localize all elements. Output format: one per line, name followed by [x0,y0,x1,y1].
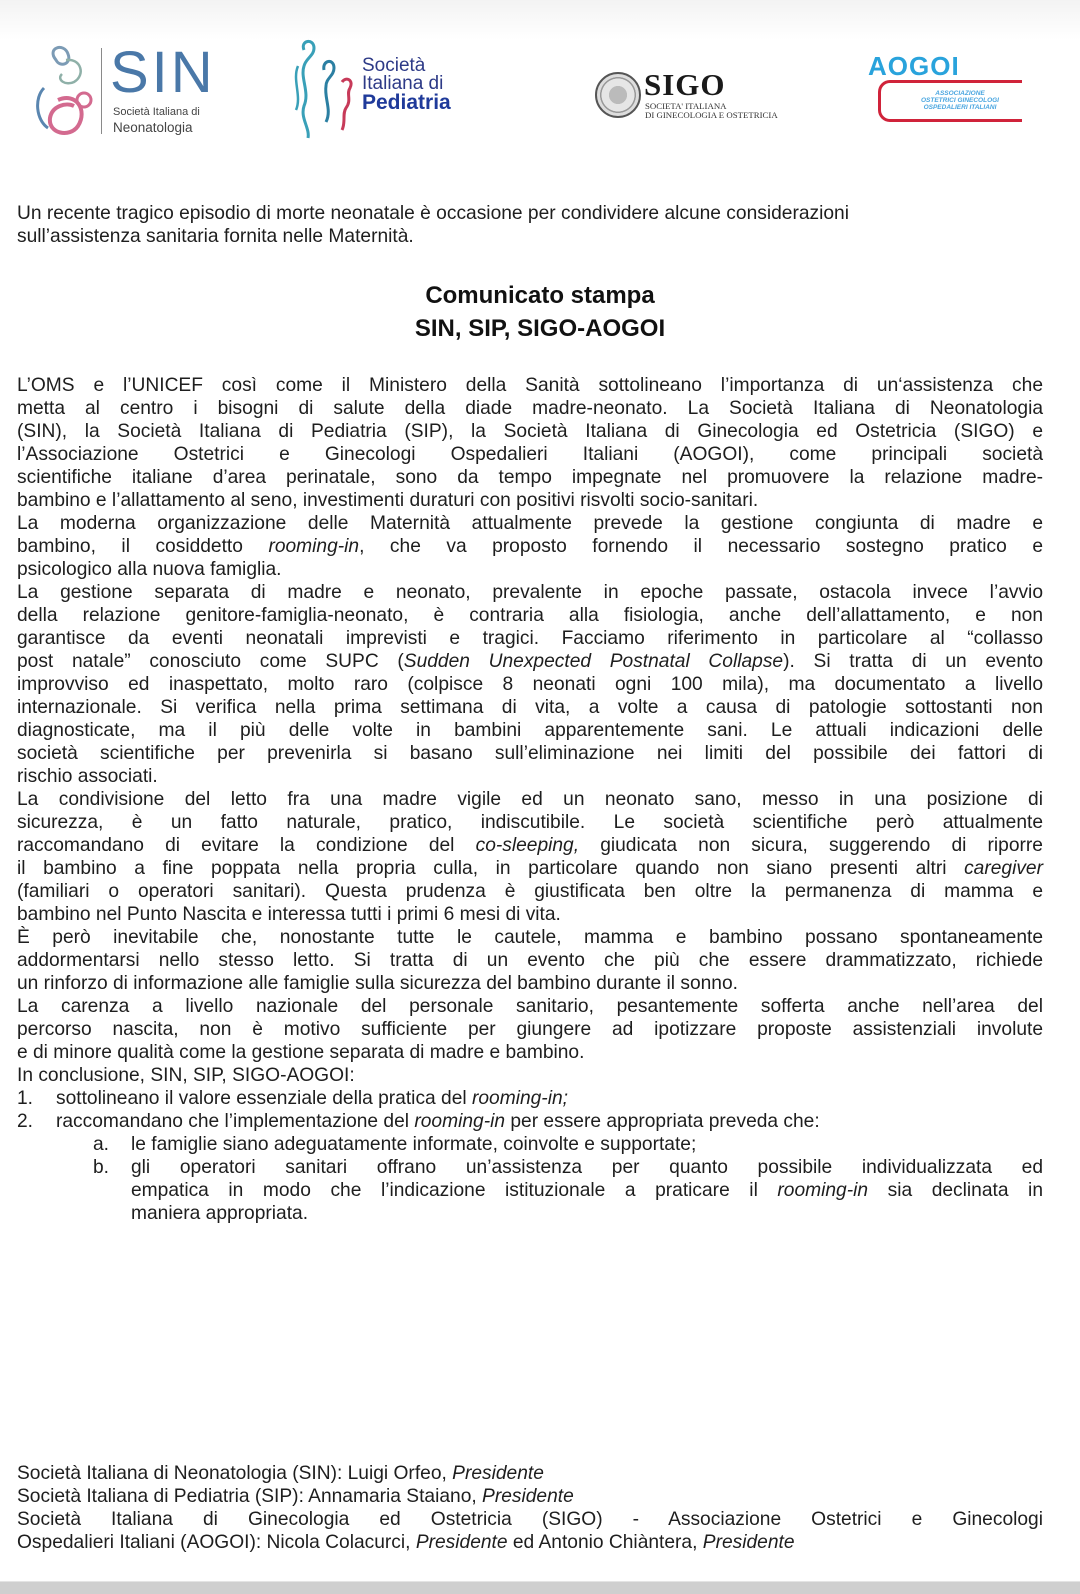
body-line: addormentarsi nello stesso letto. Si tratta di un evento che più che essere drammatizzato, richiede [17,950,1043,971]
page-subtitle: SIN, SIP, SIGO-AOGOI [414,315,666,342]
body-line: bambino nel Punto Nascita e interessa tutti i primi 6 mesi di vita. [17,904,561,925]
body-line: società scientifiche per prevenirla si basano sull’eliminazione nei limiti del possibile dei fattori di [17,743,1043,764]
body-line [17,835,1043,857]
text-run: , che va proposto fornendo il necessario sostegno pratico e [359,536,1043,557]
sip-title-2: Italiana di [362,73,444,94]
text-run: post natale” conosciuto come SUPC ( [17,651,404,672]
body-line: scientifiche italiane d’area perinatale, sono da tempo impegnate nel promuovere la relazione madre- [17,467,1043,488]
sigo-subtitle-2: DI GINECOLOGIA E OSTETRICIA [645,110,778,120]
body-line: psicologico alla nuova famiglia. [17,559,282,580]
emphasis: co-sleeping, [475,835,580,856]
logo-sigo [595,67,825,126]
text-run: empatica in modo che l’indicazione istituzionale a praticare il [131,1180,778,1201]
text-run: per essere appropriata preveda che: [505,1111,820,1132]
text-run: raccomandano che l’implementazione del [56,1111,415,1132]
body-line: metta al centro i bisogni di salute della diade madre-neonato. La Società Italiana di Neonatologia [17,398,1043,419]
aogoi-subtitle-2: OSTETRICI GINECOLOGI [920,97,999,104]
role: Presidente [702,1532,795,1553]
body-line: rischio associati. [17,766,158,787]
page-title: Comunicato stampa [425,282,655,309]
role: Presidente [482,1486,574,1507]
sublist-item: le famiglie siano adeguatamente informate, coinvolte e supportate; [131,1134,697,1155]
body-line: La gestione separata di madre e neonato, prevalente in epoche passate, ostacola invece l’avvio [17,582,1043,603]
seal-icon [595,72,641,118]
body-line: La carenza a livello nazionale del personale sanitario, pesantemente sofferta anche nell’area del [17,996,1043,1017]
signature-line: Società Italiana di Ginecologia ed Ostetricia (SIGO) - Associazione Ostetrici e Ginecologi [17,1509,1043,1530]
bottom-bar [0,1581,1080,1594]
logo-sip [290,36,490,141]
aogoi-subtitle-1: ASSOCIAZIONE [935,90,985,97]
sin-acronym: SIN [110,40,216,105]
text-run: raccomandano di evitare la condizione del [17,835,476,856]
text-run: bambino, il cosiddetto [17,536,269,557]
intro-line: sull’assistenza sanitaria fornita nelle Maternità. [17,226,414,247]
conclusion-line: In conclusione, SIN, SIP, SIGO-AOGOI: [17,1065,355,1086]
role: Presidente [415,1532,508,1553]
body-line: improvviso ed inaspettato, molto raro (colpisce 8 neonati ogni 100 mila), ma documentato a livello [17,674,1043,695]
body-line: (familiari o operatori sanitari). Questa prudenza è giustificata ben oltre la permanenza di mamma e [17,881,1043,902]
logo-aogoi [868,52,1038,132]
body-line: internazionale. Si verifica nella prima settimana di vita, a volte a causa di patologie sottostanti non [17,697,1043,718]
emphasis: rooming-in [777,1180,869,1201]
body-line [17,858,1043,880]
text-run: giudicata non sicura, suggerendo di riporre [579,835,1043,856]
list-item [56,1088,568,1110]
text-run: il bambino a fine poppata nella propria culla, in particolare quando non siano presenti altri [17,858,965,879]
body-line: sicurezza, è un fatto naturale, pratico, indiscutibile. Le società scientifiche però attualmente [17,812,1043,833]
list-number: 2. [17,1111,34,1132]
emphasis: rooming-in; [471,1088,568,1109]
sigo-subtitle-1: SOCIETA' ITALIANA [645,101,727,111]
body-line: bambino e l’allattamento al seno, investimenti duraturi con positivi risvolti socio-sanitari. [17,490,759,511]
emphasis: Sudden Unexpected Postnatal Collapse [403,651,784,672]
list-number: 1. [17,1088,34,1109]
body-line [17,536,1043,558]
sublist-item: gli operatori sanitari offrano un’assistenza per quanto possibile individualizzata ed [131,1157,1043,1178]
family-silhouette-icon [290,36,358,141]
body-line: della relazione genitore-famiglia-neonato, è contraria alla fisiologia, anche dell’allattamento, e non [17,605,1043,626]
emphasis: caregiver [964,858,1043,879]
body-line: l’Associazione Ostetrici e Ginecologi Ospedalieri Italiani (AOGOI), come principali società [17,444,1043,465]
body-line: un rinforzo di informazione alle famiglie sulla sicurezza del bambino durante il sonno. [17,973,738,994]
body-line: garantisce da eventi neonatali imprevisti e tragici. Facciamo riferimento in particolare al “collasso [17,628,1043,649]
sip-title-1: Società [362,55,426,76]
sip-title-3: Pediatria [362,91,451,114]
text-run: sottolineano il valore essenziale della pratica del [56,1088,472,1109]
text-run: ed Antonio Chiàntera, [507,1532,703,1553]
text-run: ). Si tratta di un evento [783,651,1043,672]
emphasis: rooming-in [414,1111,506,1132]
body-line: (SIN), la Società Italiana di Pediatria (SIP), la Società Italiana di Ginecologia ed Ostetricia (SIGO) e [17,421,1043,442]
aogoi-subtitle-3: OSPEDALIERI ITALIANI [923,104,997,111]
body-line: La condivisione del letto fra una madre vigile ed un neonato sano, messo in una posizione di [17,789,1043,810]
top-fade [0,0,1080,40]
sin-subtitle-1: Società Italiana di [113,106,200,118]
sin-subtitle-2: Neonatologia [113,120,193,135]
signature-line [17,1532,1043,1554]
logo-divider [101,48,102,134]
mother-child-icon [26,40,98,140]
body-line: percorso nascita, non è motivo sufficiente per giungere ad ipotizzare proposte assistenziali involute [17,1019,1043,1040]
list-item [56,1111,820,1133]
signature-line [17,1486,1043,1508]
role: Presidente [452,1463,544,1484]
body-line: È però inevitabile che, nonostante tutte le cautele, mamma e bambino possano spontaneamente [17,927,1043,948]
body-line: L’OMS e l’UNICEF così come il Ministero della Sanità sottolineano l’importanza di un‘assistenza che [17,375,1043,396]
sublist-letter: a. [93,1134,110,1155]
body-line [17,651,1043,673]
intro-line: Un recente tragico episodio di morte neonatale è occasione per condividere alcune considerazioni [17,203,849,224]
logo-sin [26,40,226,140]
text-run: Società Italiana di Neonatologia (SIN): Luigi Orfeo, [17,1463,453,1484]
aogoi-acronym: AOGOI [868,51,960,81]
sublist-item: maniera appropriata. [131,1203,309,1224]
body-line: diagnosticate, ma il più delle volte in bambini apparentemente sani. Le attuali indicazioni delle [17,720,1043,741]
body-line: e di minore qualità come la gestione separata di madre e bambino. [17,1042,585,1063]
text-run: sia declinata in [868,1180,1043,1201]
sublist-item [131,1180,1043,1202]
text-run: Ospedalieri Italiani (AOGOI): Nicola Colacurci, [17,1532,416,1553]
sigo-acronym: SIGO [644,67,726,102]
emphasis: rooming-in [268,536,360,557]
sublist-letter: b. [93,1157,110,1178]
text-run: Società Italiana di Pediatria (SIP): Annamaria Staiano, [17,1486,483,1507]
signature-line [17,1463,1043,1485]
body-line: La moderna organizzazione delle Maternità attualmente prevede la gestione congiunta di madre e [17,513,1043,534]
